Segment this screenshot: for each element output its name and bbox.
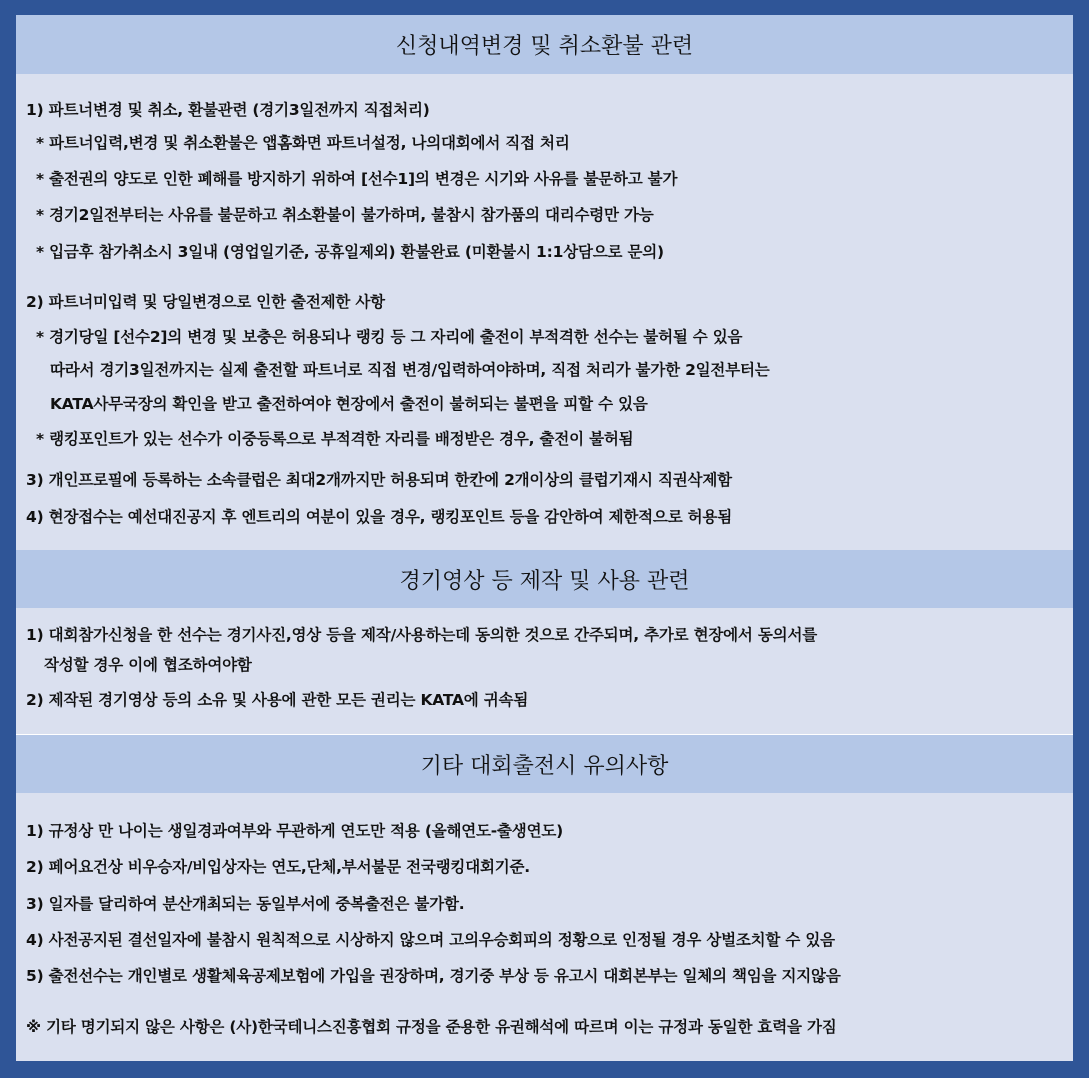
section-body-video [16,608,1073,735]
list-item: 4) 사전공지된 결선일자에 불참시 원칙적으로 시상하지 않으며 고의우승회피의 정황으로 인정될 경우 상벌조치할 수 있음 [26,931,835,949]
list-item: 5) 출전선수는 개인별로 생활체육공제보험에 가입을 권장하며, 경기중 부상 등 유고시 대회본부는 일체의 책임을 지지않음 [26,967,841,985]
list-item: * 출전권의 양도로 인한 폐해를 방지하기 위하여 [선수1]의 변경은 시기와 사유를 불문하고 불가 [36,170,678,188]
list-item: 따라서 경기3일전까지는 실제 출전할 파트너로 직접 변경/입력하여야하며, 직접 처리가 불가한 2일전부터는 [50,361,770,379]
list-item: * 랭킹포인트가 있는 선수가 이중등록으로 부적격한 자리를 배정받은 경우, 출전이 불허됨 [36,430,634,448]
section-header-video [16,550,1073,608]
list-item: * 경기2일전부터는 사유를 불문하고 취소환불이 불가하며, 불참시 참가품의 대리수령만 가능 [36,206,654,224]
list-item: * 경기당일 [선수2]의 변경 및 보충은 허용되나 랭킹 등 그 자리에 출전이 부적격한 선수는 불허될 수 있음 [36,328,743,346]
list-item: KATA사무국장의 확인을 받고 출전하여야 현장에서 출전이 불허되는 불편을 피할 수 있음 [50,395,648,413]
list-item: 3) 개인프로필에 등록하는 소속클럽은 최대2개까지만 허용되며 한칸에 2개이상의 클럽기재시 직권삭제함 [26,471,732,489]
section-body-refund [16,74,1073,550]
list-item: 1) 대회참가신청을 한 선수는 경기사진,영상 등을 제작/사용하는데 동의한 것으로 간주되며, 추가로 현장에서 동의서를 [26,626,817,644]
notice-panel [16,15,1073,1061]
section-header-refund [16,15,1073,74]
list-item: 3) 일자를 달리하여 분산개최되는 동일부서에 중복출전은 불가함. [26,895,465,913]
list-item: 2) 제작된 경기영상 등의 소유 및 사용에 관한 모든 권리는 KATA에 귀속됨 [26,691,529,709]
section-title-video: 경기영상 등 제작 및 사용 관련 [399,568,690,594]
list-item: 2) 파트너미입력 및 당일변경으로 인한 출전제한 사항 [26,293,385,311]
list-item: * 입금후 참가취소시 3일내 (영업일기준, 공휴일제외) 환불완료 (미환불시 1:1상담으로 문의) [36,243,664,261]
section-title-notes: 기타 대회출전시 유의사항 [420,753,669,779]
section-body-notes [16,793,1073,1061]
list-item: ※ 기타 명기되지 않은 사항은 (사)한국테니스진흥협회 규정을 준용한 유권해석에 따르며 이는 규정과 동일한 효력을 가짐 [26,1018,837,1036]
section-title-refund: 신청내역변경 및 취소환불 관련 [395,34,694,59]
list-item: 4) 현장접수는 예선대진공지 후 엔트리의 여분이 있을 경우, 랭킹포인트 등을 감안하여 제한적으로 허용됨 [26,508,732,526]
section-header-notes [16,735,1073,793]
list-item: * 파트너입력,변경 및 취소환불은 앱홈화면 파트너설정, 나의대회에서 직접 처리 [36,134,570,152]
list-item: 작성할 경우 이에 협조하여야함 [44,656,252,674]
list-item: 1) 규정상 만 나이는 생일경과여부와 무관하게 연도만 적용 (올해연도-출생연도) [26,822,564,840]
list-item: 2) 페어요건상 비우승자/비입상자는 연도,단체,부서불문 전국랭킹대회기준. [26,858,530,876]
list-item: 1) 파트너변경 및 취소, 환불관련 (경기3일전까지 직접처리) [26,101,430,119]
